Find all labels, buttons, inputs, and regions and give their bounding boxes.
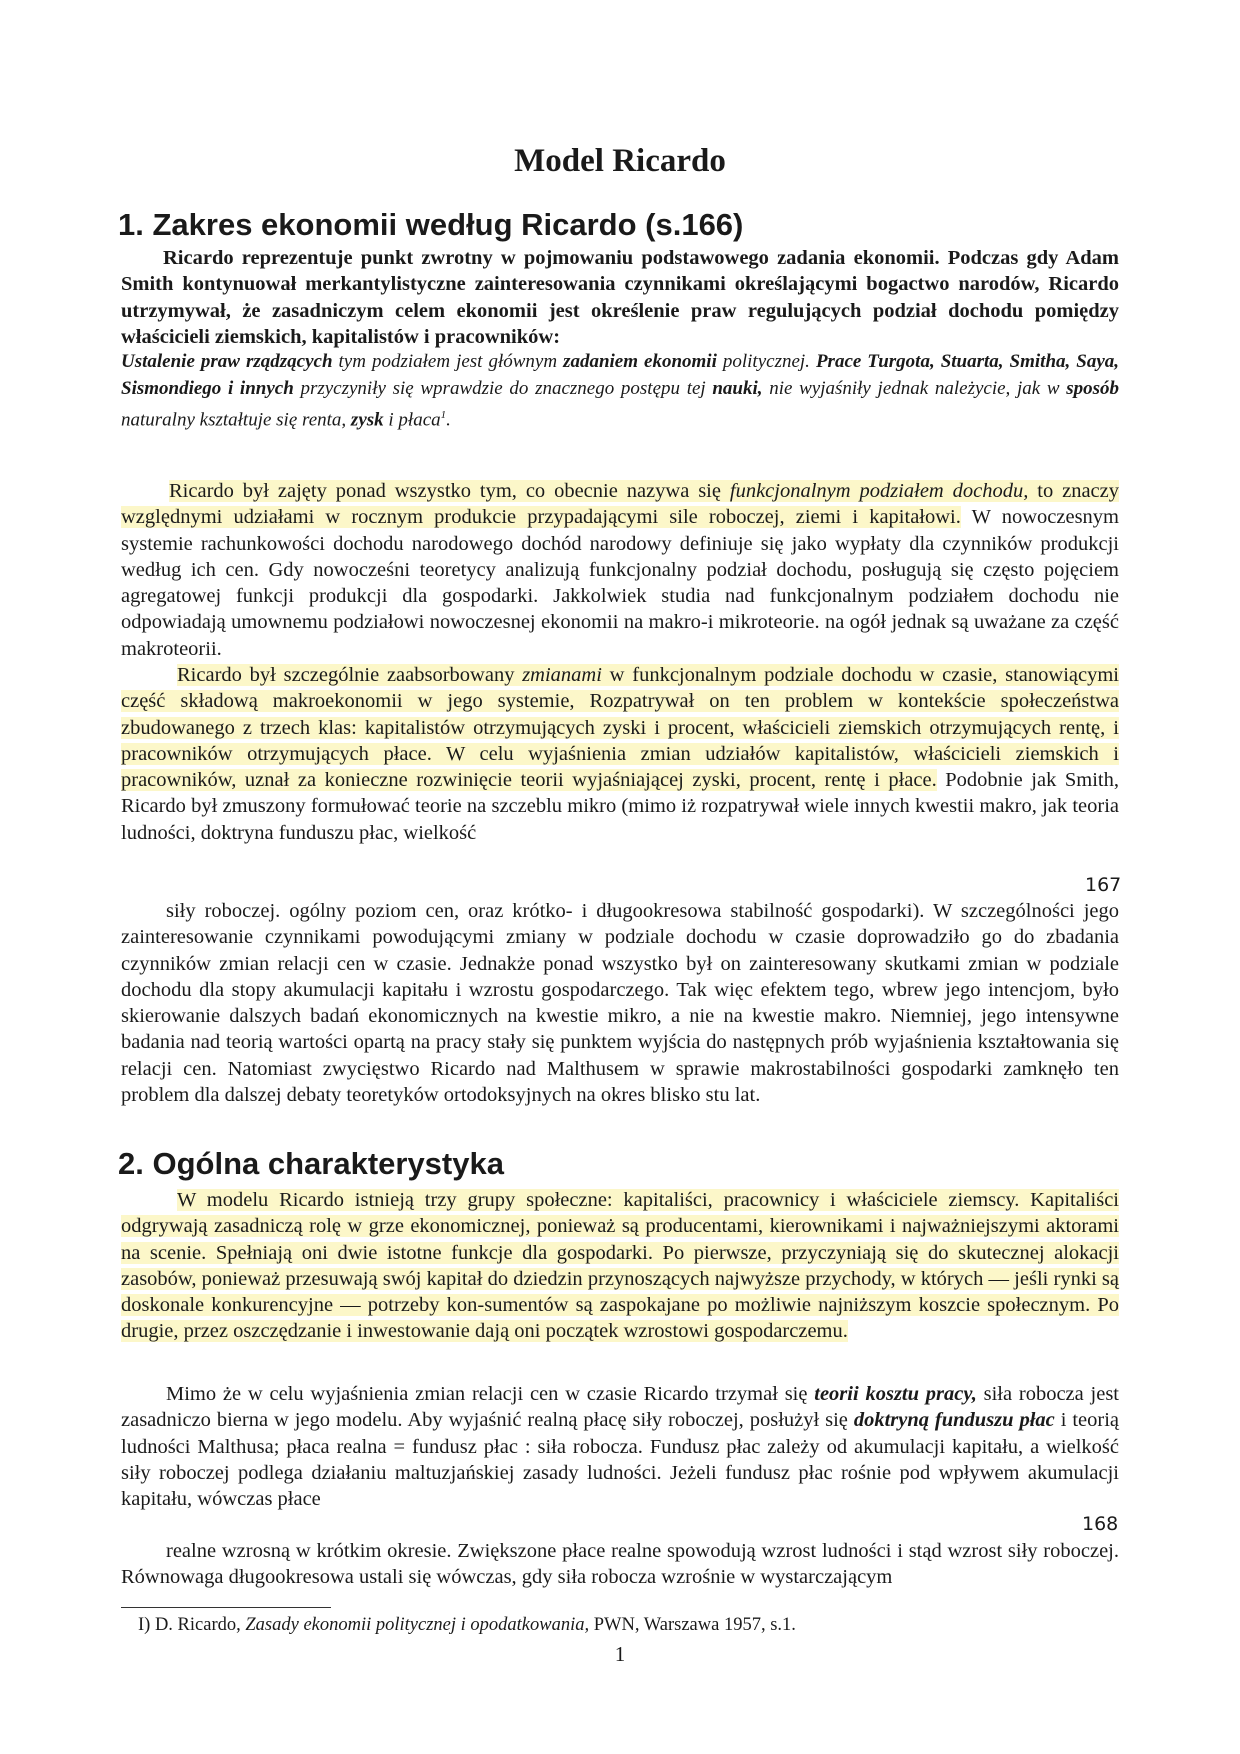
- quote-bold-5: Prace Turgota, Stuarta, Smitha, Saya, Sismondiego i innych: [121, 351, 1120, 399]
- section-2-paragraph-1: [121, 1187, 1119, 1345]
- footnote: [138, 1615, 796, 1636]
- original-page-number-168: 168: [1082, 1513, 1119, 1535]
- quote-bold-3: zadaniem ekonomii: [563, 351, 717, 372]
- page-title: Model Ricardo: [514, 143, 726, 179]
- quote-text-4: politycznej.: [716, 351, 816, 372]
- quote-text-2: tym podziałem jest głównym: [332, 351, 564, 372]
- para2-term: funkcjonalnym podziałem dochodu,: [729, 480, 1029, 502]
- footnote-book-title: Zasady ekonomii politycznej i opodatkowania,: [245, 1615, 590, 1635]
- quote-text-10: naturalny kształtuje się renta,: [121, 409, 351, 431]
- quote-text-6: przyczyniły się wprawdzie do znacznego postępu tej: [293, 377, 713, 399]
- footnote-text-c: PWN, Warszawa 1957, s.1.: [589, 1615, 796, 1635]
- para3-text-c: w funkcjonalnym podziale dochodu w czasie, stanowiącymi część składową makroekonomii w jego systemie, Rozpatrywał on ten problem w kontekście społeczeństwa zbudowanego z trzech klas: kapitalistów otrzymujących zyski i procent, właścicieli ziemskich otrzymujących rentę, i pracowników otrzymujących płace. W celu wyjaśnienia zmian udziałów kapitalistów, właścicieli ziemskich i pracowników, uznał za konieczne rozwinięcie teorii wyjaśniającej zyski, procent, rentę i płace.: [121, 664, 1119, 792]
- quote-bold-1: Ustalenie praw rządzących: [121, 351, 333, 372]
- original-page-number-167: 167: [1085, 874, 1122, 896]
- quote-end: .: [446, 409, 451, 431]
- section-1-paragraph-4: siły roboczej. ogólny poziom cen, oraz krótko- i długookresowa stabilność gospodarki). W szczególności jego zainteresowanie czynnikami powodującymi zmiany w podziale dochodu w czasie doprowadziło go do zbadania czynników zmian relacji cen w czasie. Jednakże ponad wszystko był on zainteresowany skutkami zmian w podziale dochodu dla stopy akumulacji kapitału i wzrostu gospodarczego. Tak więc efektem tego, wbrew jego intencjom, było skierowanie dalszych badań ekonomicznych na kwestie mikro, a nie na kwestie makro. Niemniej, jego intensywne badania nad teorią wartości opartą na pracy stały się punktem wyjścia do następnych prób wyjaśnienia kształtowania się relacji cen. Natomiast zwycięstwo Ricardo nad Malthusem w sprawie makrostabilności gospodarki zamknęło ten problem dla dalszej debaty teoretyków ortodoksyjnych na okres blisko stu lat.: [121, 900, 1119, 1107]
- s2p2-text-c: siła robocza jest zasadniczo bierna w jego modelu. Aby wyjaśnić realną płacę siły roboczej, posłużył się: [121, 1383, 1120, 1432]
- para3-text-d: Podobnie jak Smith, Ricardo był zmuszony formułować teorie na szczeblu mikro (mimo iż rozpatrywał wiele innych kwestii makro, jak teoria ludności, doktryna funduszu płac, wielkość: [121, 769, 1119, 844]
- quote-text-8: nie wyjaśniły jednak należycie, jak w: [762, 377, 1067, 399]
- footnote-text-a: I) D. Ricardo,: [138, 1615, 246, 1635]
- s2p2-term-2: doktryną funduszu płac: [853, 1409, 1055, 1432]
- quote-bold-7: nauki,: [712, 377, 763, 399]
- quote-bold-11: zysk: [350, 409, 384, 431]
- highlight-span: W modelu Ricardo istnieją trzy grupy społeczne: kapitaliści, pracownicy i właściciele ziemscy. Kapitaliści odgrywają zasadniczą rolę w grze ekonomicznej, ponieważ są producentami, kierownikami i najważniejszymi aktorami na scenie. Spełniają oni dwie istotne funkcje dla gospodarki. Po pierwsze, przyczyniają się do skutecznej alokacji zasobów, ponieważ przesuwają swój kapitał do dziedzin przynoszących najwyższe przychody, w których — jeśli rynki są doskonale konkurencyjne — potrzeby kon-sumentów są zaspokajane po możliwie najniższym koszcie społecznym. Po drugie, przez oszczędzanie i inwestowanie dają oni początek wzrostowi gospodarczemu.: [121, 1189, 1119, 1343]
- para2-text-a: Ricardo był zajęty ponad wszystko tym, co obecnie nazywa się: [169, 480, 730, 502]
- para3-text-a: Ricardo był szczególnie zaabsorbowany: [177, 664, 523, 686]
- section-2-paragraph-2: [121, 1381, 1119, 1512]
- s2p2-term-1: teorii kosztu pracy,: [814, 1383, 977, 1405]
- section-1-quote: [121, 349, 1119, 434]
- section-1-intro: Ricardo reprezentuje punkt zwrotny w pojmowaniu podstawowego zadania ekonomii. Podczas gdy Adam Smith kontynuował merkantylistyczne zainteresowania czynnikami określającymi bogactwo narodów, Ricardo utrzymywał, że zasadniczym celem ekonomii jest określenie praw regulujących podział dochodu pomiędzy właścicieli ziemskich, kapitalistów i pracowników:: [121, 247, 1119, 348]
- s2p2-text-a: Mimo że w celu wyjaśnienia zmian relacji cen w czasie Ricardo trzymał się: [166, 1383, 815, 1405]
- section-1-heading: 1. Zakres ekonomii według Ricardo (s.166): [118, 207, 744, 242]
- section-1-paragraph-2: [121, 478, 1119, 662]
- quote-bold-9: sposób: [1066, 377, 1119, 399]
- section-2-paragraph-3: realne wzrosną w krótkim okresie. Zwiększone płace realne spowodują wzrost ludności i stąd wzrost siły roboczej. Równowaga długookresowa ustali się wówczas, gdy siła robocza wzrośnie w wystarczającym: [121, 1540, 1119, 1589]
- page-number: 1: [614, 1642, 626, 1666]
- footnote-ref: 1: [440, 409, 447, 421]
- section-2-heading: 2. Ogólna charakterystyka: [118, 1146, 504, 1181]
- quote-text-12: i płaca: [383, 409, 441, 431]
- para3-term: zmianami: [522, 664, 602, 686]
- para2-text-d: W nowoczesnym systemie rachunkowości dochodu narodowego dochód narodowy definiuje się jako wypłaty dla czynników produkcji według ich cen. Gdy nowocześni teoretycy analizują funkcjonalny podział dochodu, posługują się często pojęciem agregatowej funkcji produkcji dla gospodarki. Jakkolwiek studia nad funkcjonalnym podziałem dochodu nie odpowiadają umownemu podziałowi nowoczesnej ekonomii na makro-i mikroteorie. na ogół jednak są uważane za część makroteorii.: [121, 506, 1119, 660]
- section-1-paragraph-3: [121, 662, 1119, 846]
- s2p2-text-e: i teorią ludności Malthusa; płaca realna = fundusz płac : siła robocza. Fundusz płac zależy od akumulacji kapitału, a wielkość siły roboczej podlega działaniu maltuzjańskiej zasady ludności. Jeżeli fundusz płac rośnie pod wpływem akumulacji kapitału, wówczas płace: [121, 1409, 1119, 1511]
- footnote-divider: [121, 1607, 331, 1608]
- para2-text-c: to znaczy względnymi udziałami w rocznym produkcie przypadającymi sile roboczej, ziemi i kapitałowi.: [121, 480, 1119, 529]
